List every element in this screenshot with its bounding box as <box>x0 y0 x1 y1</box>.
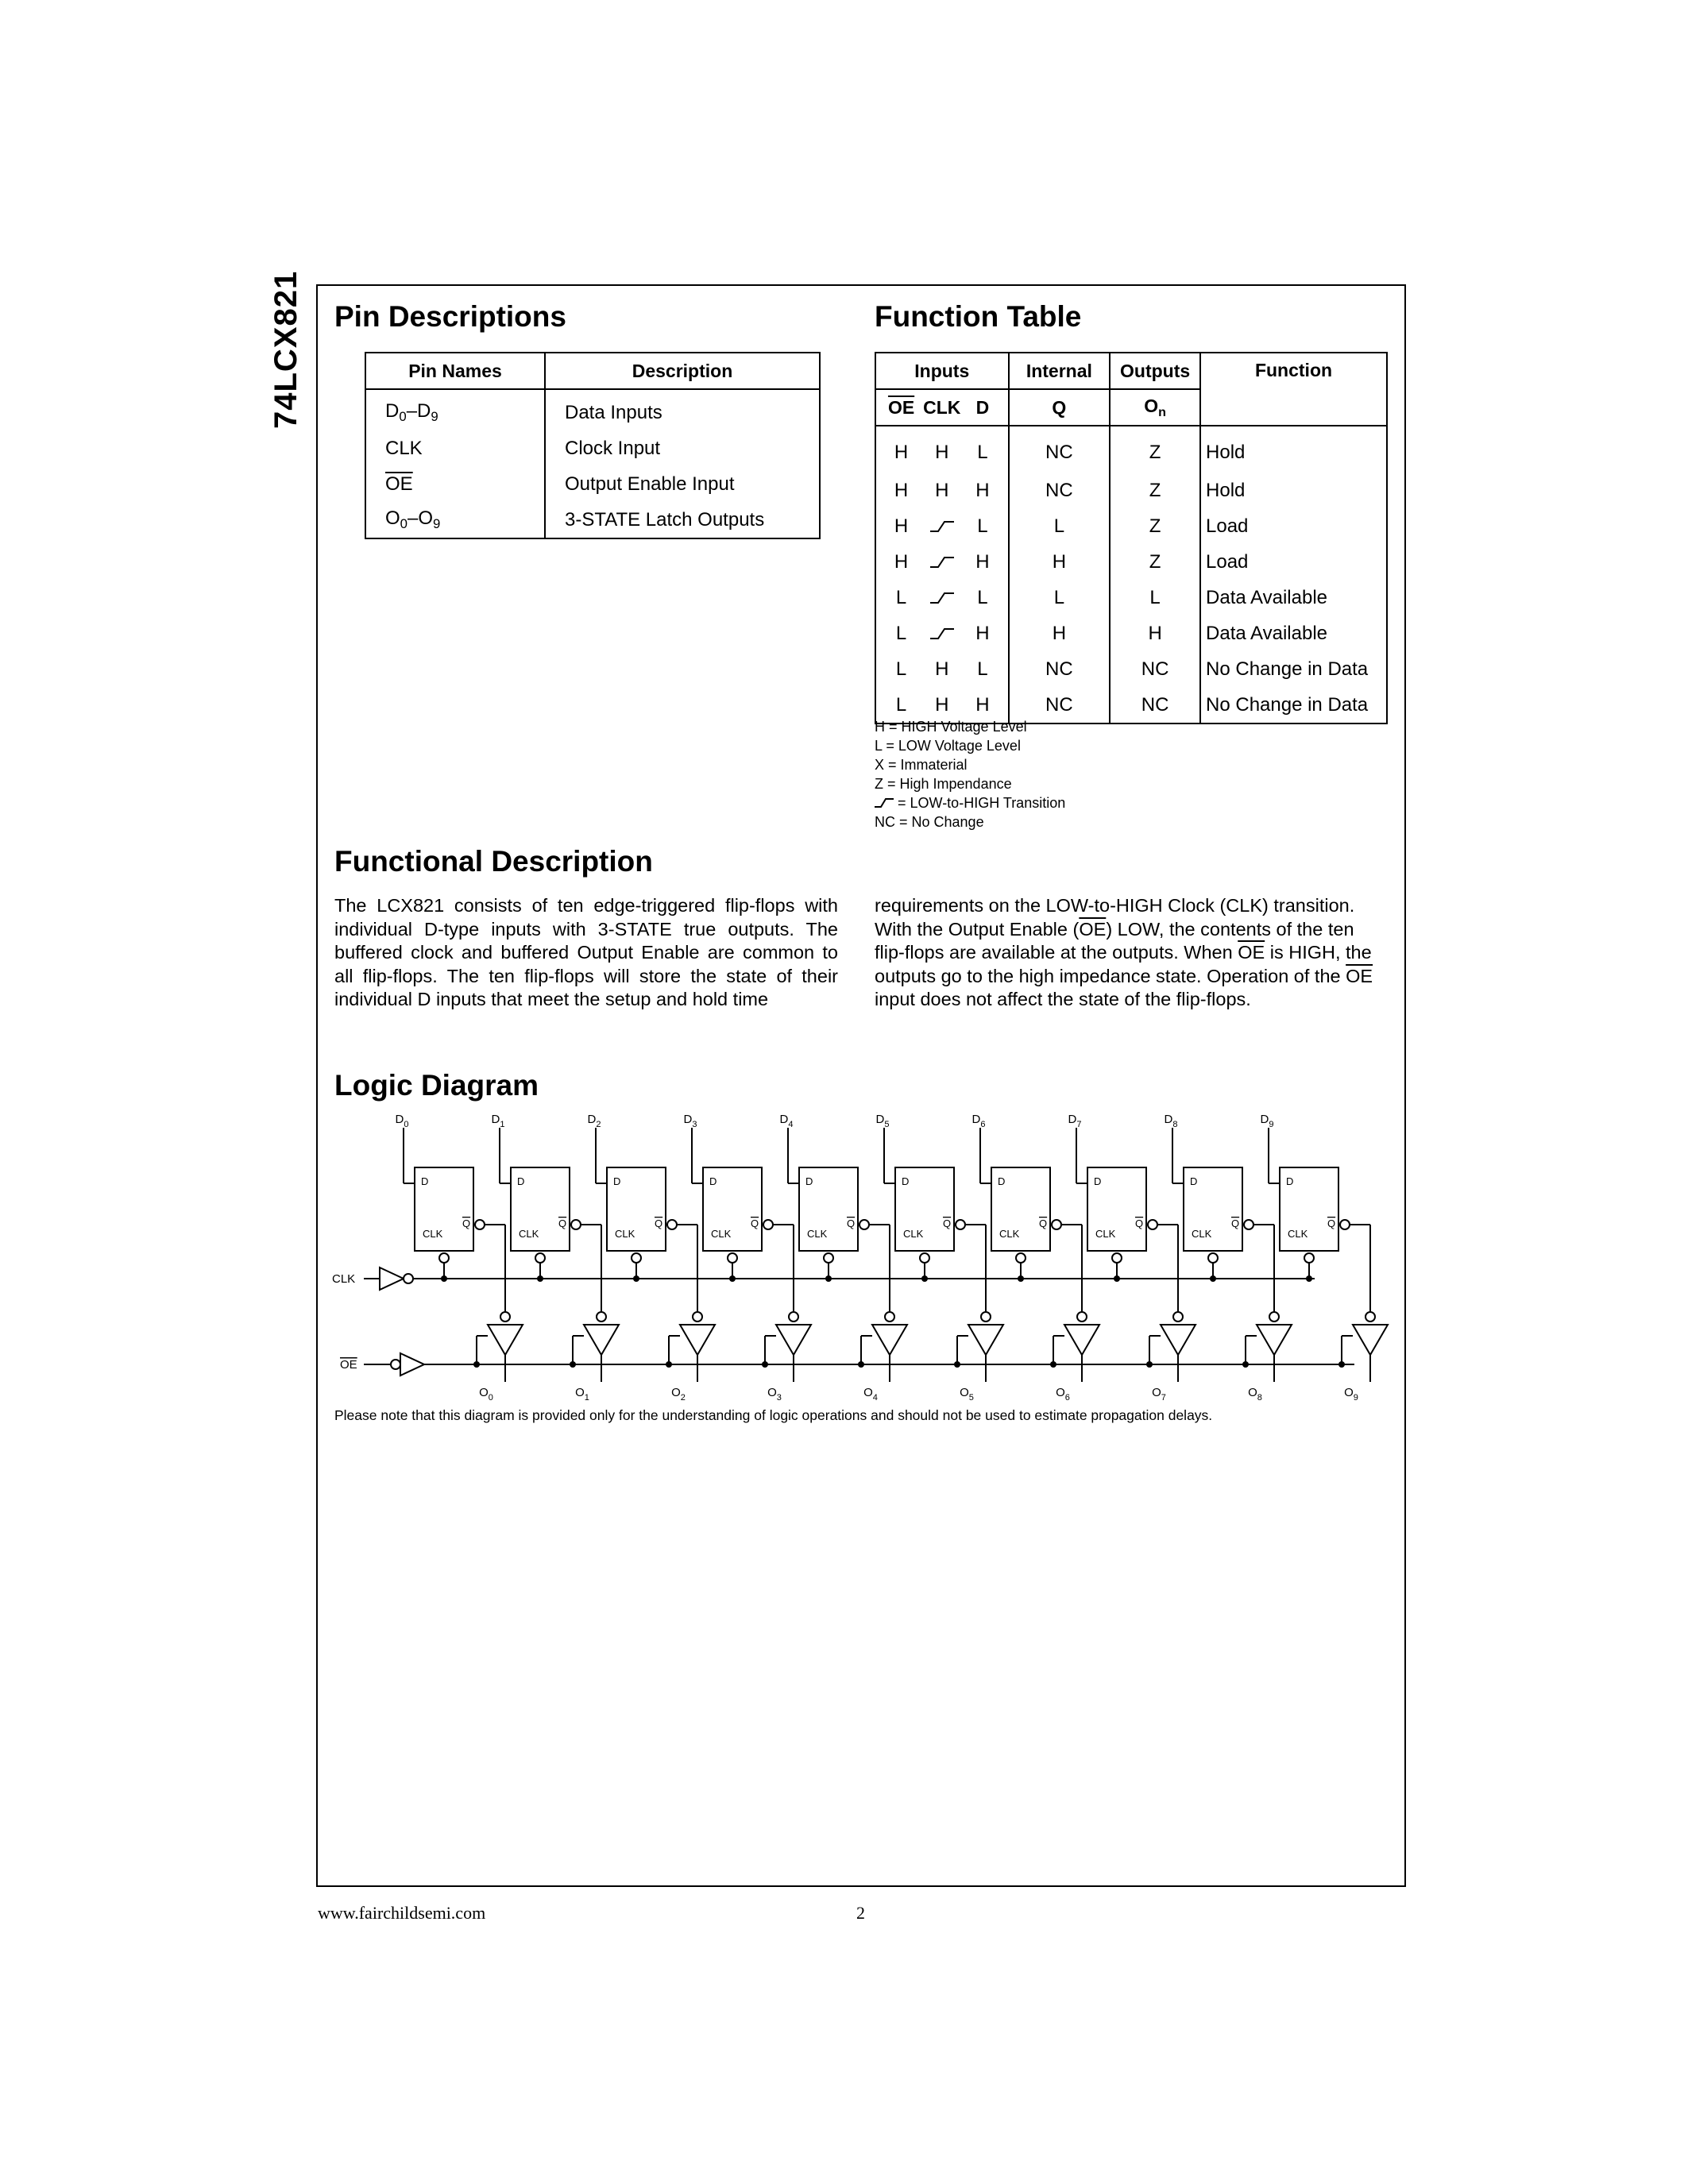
output-label-o4: $O_4$ <box>863 1386 878 1403</box>
functional-description-heading: Functional Description <box>334 845 653 878</box>
ff-clk-label: CLK <box>903 1228 924 1240</box>
clk-label: CLK <box>332 1272 356 1286</box>
table-row <box>365 466 820 502</box>
flip-flop-2 <box>596 1128 715 1382</box>
flip-flop-3 <box>692 1128 811 1382</box>
internal-group-header: Internal <box>1009 353 1111 389</box>
ff-d-label: D <box>805 1175 813 1187</box>
q-cell: L <box>1009 508 1111 544</box>
functional-description-right: requirements on the LOW-to-HIGH Clock (CLK) transition. With the Output Enable $(\overline{OE})$ LOW, the contents of the ten flip-flops are available at the outputs. When $\overline{OE}$ is HIGH, the outputs go to the high impedance state. Operation of the $\overline{OE}$ input does not affect the state of the flip-flops. <box>875 895 1373 1009</box>
legend-item: X = Immaterial <box>875 757 968 773</box>
pin-names-header: Pin Names <box>365 353 545 389</box>
table-row <box>875 580 1387 615</box>
function-cell: Load <box>1200 508 1387 544</box>
q-cell: NC <box>1009 687 1111 723</box>
pin-descriptions-table <box>365 352 821 539</box>
output-label-o1: $O_1$ <box>575 1386 589 1403</box>
q-cell: L <box>1009 580 1111 615</box>
on-cell: Z <box>1110 544 1200 580</box>
on-cell: H <box>1110 615 1200 651</box>
legend-item: Z = High Impendance <box>875 776 1012 792</box>
input-label-d0: $D_0$ <box>395 1113 409 1129</box>
functional-description-left: The LCX821 consists of ten edge-triggered flip-flops with individual D-type inputs with 3-STATE true outputs. The buffered clock and buffered Output Enable are common to all flip-flops. The ten flip-flops will store the state of their individual D inputs that meet the setup and hold time <box>334 895 838 1009</box>
q-header: Q <box>1009 389 1111 426</box>
rising-edge-icon <box>930 551 954 573</box>
ff-q-label: Q <box>558 1217 567 1229</box>
output-label-o5: $O_5$ <box>960 1386 974 1403</box>
function-table-legend <box>875 717 1065 832</box>
table-row <box>365 502 820 538</box>
output-label-o2: $O_2$ <box>671 1386 686 1403</box>
pin-name: $D_0-D_9$ <box>365 389 545 430</box>
ff-q-label: Q <box>847 1217 856 1229</box>
flip-flop-9 <box>1269 1128 1388 1382</box>
output-label-o6: $O_6$ <box>1056 1386 1070 1403</box>
rising-edge-icon <box>930 623 954 644</box>
flip-flop-7 <box>1076 1128 1196 1382</box>
logic-diagram <box>326 1112 1394 1406</box>
inputs-cell: L H L <box>875 651 1009 687</box>
side-title: 74LCX821 <box>268 270 303 429</box>
ff-q-label: Q <box>1327 1217 1336 1229</box>
inputs-cell: L H H <box>875 687 1009 723</box>
pin-description: Clock Input <box>545 430 820 466</box>
oe-buffer <box>364 1353 424 1376</box>
function-cell: Hold <box>1200 473 1387 508</box>
function-header: Function <box>1200 353 1387 426</box>
table-row <box>875 651 1387 687</box>
inputs-cell: L L <box>875 580 1009 615</box>
pin-description-header: Description <box>545 353 820 389</box>
input-label-d8: $D_8$ <box>1164 1113 1178 1129</box>
inputs-cell: H L <box>875 508 1009 544</box>
ff-d-label: D <box>421 1175 429 1187</box>
q-cell: NC <box>1009 473 1111 508</box>
table-row <box>875 508 1387 544</box>
table-row <box>875 544 1387 580</box>
input-label-d7: $D_7$ <box>1068 1113 1082 1129</box>
ff-d-label: D <box>613 1175 621 1187</box>
oe-label: OE <box>340 1358 357 1372</box>
ff-q-label: Q <box>943 1217 952 1229</box>
pin-descriptions-heading: Pin Descriptions <box>334 300 566 333</box>
legend-item: = LOW-to-HIGH Transition <box>875 793 1065 812</box>
input-label-d1: $D_1$ <box>491 1113 505 1129</box>
ff-clk-label: CLK <box>1288 1228 1308 1240</box>
input-label-d2: $D_2$ <box>587 1113 601 1129</box>
input-label-d4: $D_4$ <box>779 1113 794 1129</box>
output-label-o8: $O_8$ <box>1248 1386 1262 1403</box>
output-label-o7: $O_7$ <box>1152 1386 1166 1403</box>
ff-d-label: D <box>517 1175 525 1187</box>
outputs-group-header: Outputs <box>1110 353 1200 389</box>
diagram-note: Please note that this diagram is provided only for the understanding of logic operations and should not be used to estimate propagation delays. <box>334 1407 1213 1423</box>
inputs-cell: L H <box>875 615 1009 651</box>
ff-d-label: D <box>1286 1175 1294 1187</box>
flip-flop-5 <box>884 1128 1006 1382</box>
ff-clk-label: CLK <box>711 1228 732 1240</box>
legend-item: NC = No Change <box>875 814 984 830</box>
ff-q-label: Q <box>1135 1217 1144 1229</box>
ff-q-label: Q <box>1039 1217 1048 1229</box>
q-cell: NC <box>1009 426 1111 473</box>
output-label-o0: $O_0$ <box>479 1386 493 1403</box>
function-cell: Hold <box>1200 426 1387 473</box>
on-cell: Z <box>1110 473 1200 508</box>
ff-clk-label: CLK <box>1192 1228 1212 1240</box>
inputs-cell: H H <box>875 544 1009 580</box>
flip-flop-0 <box>404 1128 523 1382</box>
ff-d-label: D <box>902 1175 910 1187</box>
rising-edge-icon <box>875 797 894 808</box>
input-label-d6: $D_6$ <box>971 1113 986 1129</box>
ff-d-label: D <box>998 1175 1006 1187</box>
clk-buffer <box>364 1268 413 1290</box>
flip-flop-8 <box>1172 1128 1292 1382</box>
table-row <box>365 389 820 430</box>
ff-clk-label: CLK <box>807 1228 828 1240</box>
q-cell: H <box>1009 544 1111 580</box>
inputs-cell: H H L <box>875 426 1009 473</box>
ff-q-label: Q <box>1231 1217 1240 1229</box>
flip-flop-6 <box>980 1128 1102 1382</box>
inputs-cell: H H H <box>875 473 1009 508</box>
function-cell: Load <box>1200 544 1387 580</box>
q-cell: NC <box>1009 651 1111 687</box>
ff-clk-label: CLK <box>999 1228 1020 1240</box>
rising-edge-icon <box>930 587 954 608</box>
rising-edge-icon <box>930 515 954 537</box>
ff-d-label: D <box>709 1175 717 1187</box>
ff-d-label: D <box>1190 1175 1198 1187</box>
inputs-subheader: $\overline{OE}$ CLK D <box>875 389 1009 426</box>
ff-clk-label: CLK <box>615 1228 635 1240</box>
output-label-o9: $O_9$ <box>1344 1386 1358 1403</box>
ff-clk-label: CLK <box>423 1228 443 1240</box>
function-table <box>875 352 1388 724</box>
pin-name: CLK <box>365 430 545 466</box>
function-cell: No Change in Data <box>1200 687 1387 723</box>
ff-q-label: Q <box>751 1217 759 1229</box>
on-header: $O_n$ <box>1110 389 1200 426</box>
on-cell: Z <box>1110 508 1200 544</box>
function-table-heading: Function Table <box>875 300 1082 333</box>
input-label-d3: $D_3$ <box>683 1113 697 1129</box>
pin-name: $O_0-O_9$ <box>365 502 545 538</box>
pin-name: $\overline{OE}$ <box>365 466 545 502</box>
on-cell: NC <box>1110 651 1200 687</box>
input-label-d5: $D_5$ <box>875 1113 890 1129</box>
q-cell: H <box>1009 615 1111 651</box>
inputs-group-header: Inputs <box>875 353 1009 389</box>
input-label-d9: $D_9$ <box>1260 1113 1274 1129</box>
pin-description: Output Enable Input <box>545 466 820 502</box>
pin-description: 3-STATE Latch Outputs <box>545 502 820 538</box>
table-row <box>875 473 1387 508</box>
function-cell: Data Available <box>1200 580 1387 615</box>
legend-item: L = LOW Voltage Level <box>875 738 1021 754</box>
ff-d-label: D <box>1094 1175 1102 1187</box>
table-row <box>365 430 820 466</box>
flip-flop-4 <box>788 1128 910 1382</box>
logic-diagram-heading: Logic Diagram <box>334 1069 539 1102</box>
table-row <box>875 615 1387 651</box>
function-cell: Data Available <box>1200 615 1387 651</box>
footer-url[interactable]: www.fairchildsemi.com <box>318 1903 486 1923</box>
ff-clk-label: CLK <box>1095 1228 1116 1240</box>
output-label-o3: $O_3$ <box>767 1386 782 1403</box>
on-cell: L <box>1110 580 1200 615</box>
ff-q-label: Q <box>462 1217 471 1229</box>
flip-flop-1 <box>500 1128 619 1382</box>
on-cell: Z <box>1110 426 1200 473</box>
ff-q-label: Q <box>655 1217 663 1229</box>
ff-clk-label: CLK <box>519 1228 539 1240</box>
table-row <box>875 426 1387 473</box>
pin-description: Data Inputs <box>545 389 820 430</box>
function-cell: No Change in Data <box>1200 651 1387 687</box>
page-number: 2 <box>856 1903 865 1923</box>
on-cell: NC <box>1110 687 1200 723</box>
legend-item: H = HIGH Voltage Level <box>875 719 1027 735</box>
